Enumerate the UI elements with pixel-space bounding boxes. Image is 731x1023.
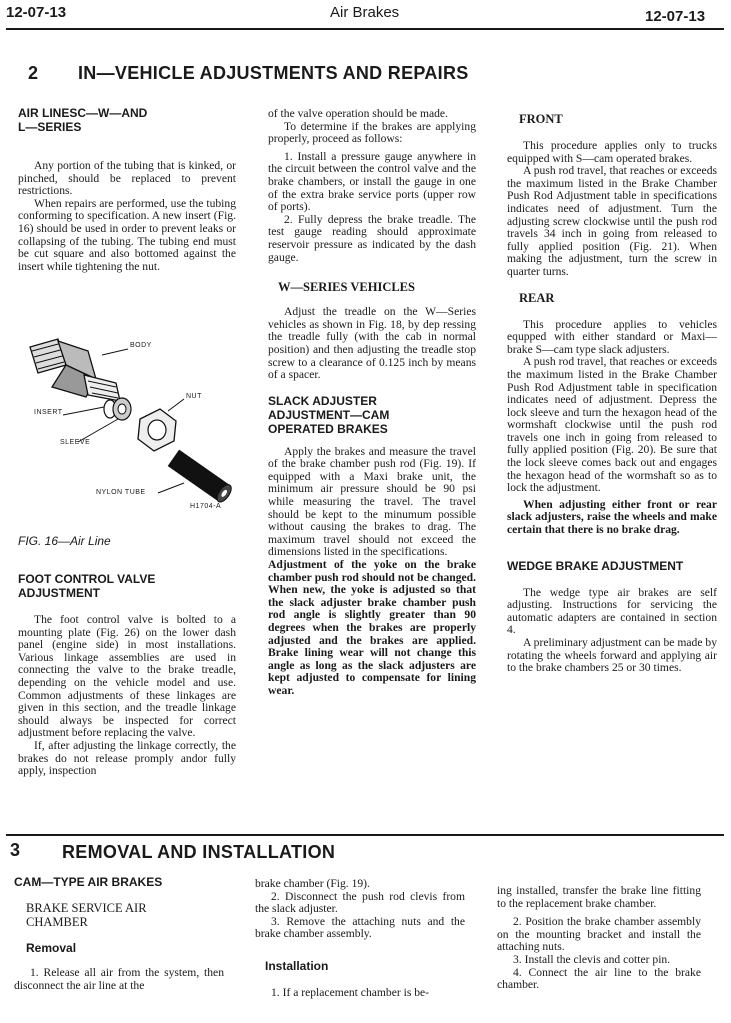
paragraph: 3. Install the clevis and cotter pin. (513, 952, 671, 966)
heading-w-series: W—SERIES VEHICLES (278, 280, 415, 295)
section-number: 2 (28, 63, 39, 83)
heading-foot-control: FOOT CONTROL VALVE ADJUSTMENT (18, 572, 156, 600)
heading-wedge-brake: WEDGE BRAKE ADJUSTMENT (507, 558, 684, 573)
paragraph: This procedure applies only to trucks equipped with S—cam operated brakes. (507, 139, 717, 165)
paragraph: This procedure applies to vehicles equpped with either standard or Maxi—brake S—cam type slack adjusters. (507, 317, 717, 356)
paragraph: A preliminary adjustment can be made by rotating the wheels forward and applying air to the brake chambers 25 or 30 times. (507, 636, 717, 675)
paragraph: 2. Disconnect the push rod clevis from the slack adjuster. (255, 889, 465, 916)
figure-code: H1704-A (190, 503, 222, 510)
column-3 (507, 112, 717, 675)
column-1 (18, 106, 236, 273)
paragraph: 2. Fully depress the brake treadle. The test gauge reading should approximate reservoir pressure as indicated by the dash gauge. (268, 212, 476, 264)
paragraph: 1. Release all air from the system, then disconnect the air line at the (14, 966, 224, 992)
paragraph: Adjust the treadle on the W—Series vehicles as shown in Fig. 18, by dep ressing the treadle fully (with the cab in normal position) and then adjusting the treadle stop screw to a clearance of 0.125 inch by means of a spacer. (268, 305, 476, 382)
paragraph-bold: When adjusting either front or rear slack adjusters, raise the wheels and make certain that there is no brake drag. (507, 497, 717, 537)
paragraph: 2. Position the brake chamber assembly on the mounting bracket and install the attaching nuts. (497, 915, 701, 954)
paragraph: 4. Connect the air line to the brake chamber. (497, 965, 701, 992)
section3-column-1 (14, 875, 224, 992)
section3-column-2 (255, 878, 465, 1000)
section-rule (6, 834, 724, 836)
figure-air-line (18, 335, 248, 520)
label-insert: INSERT (34, 409, 63, 416)
paragraph: When repairs are performed, use the tubing conforming to specification. A new insert (Fig. 16) should be used in order to prevent leaks or collapsing of the tubing. The tubing end must be cut square and also bottomed against the insert while tightening the nut. (18, 196, 236, 273)
paragraph: Apply the brakes and measure the travel of the brake chamber push rod (Fig. 19). If equipped with a Maxi brake unit, the minimum air pressure should be 90 psi while measuring the travel. The travel should be kept to the minumum possible without causing the brakes to drag. The maximum travel should not exceed the dimensions listed in the specifications. (268, 444, 476, 559)
heading-rear: REAR (519, 290, 555, 305)
paragraph: 3. Remove the attaching nuts and the brake chamber assembly. (255, 914, 465, 941)
heading-slack-adjuster: SLACK ADJUSTER ADJUSTMENT—CAM OPERATED BRAKES (268, 393, 390, 436)
section-title: IN—VEHICLE ADJUSTMENTS AND REPAIRS (78, 63, 469, 83)
paragraph: brake chamber (Fig. 19). (255, 877, 370, 890)
page-title: Air Brakes (330, 4, 400, 21)
figure-caption: FIG. 16—Air Line (18, 534, 111, 548)
header-rule (6, 28, 724, 30)
paragraph: A push rod travel, that reaches or exceeds the maximum listed in the Brake Chamber Push Rod Adjustment table in specification indicates need of adjustment. Depress the lock sleeve and turn the hexagon head of the wormshaft clockwise until the push rod travels one inch in going from released to fully applied position (Fig. 20). Be sure that the lock sleeve comes back out and engages the hexagon head of the wormshaft so as to lock the adjustment. (507, 355, 717, 495)
paragraph: The foot control valve is bolted to a mounting plate (Fig. 26) on the lower dash panel (engine side) in most installations. Various linkage assemblies are used in connecting the valve to the brake treadle, depending on the vehicle model and use. Common adjustments of these linkages are given in this section, and the treadle linkage should always be inspected for correct adjustment before replacing the valve. (18, 613, 236, 740)
heading-air-lines: AIR LINESC—W—AND L—SERIES (18, 106, 148, 134)
page-number-left: 12-07-13 (6, 4, 67, 21)
paragraph: ing installed, transfer the brake line fitting to the replacement brake chamber. (497, 884, 701, 910)
label-body: BODY (130, 342, 152, 349)
paragraph: To determine if the brakes are applying properly, proceed as follows: (268, 119, 476, 146)
heading-brake-service-chamber: BRAKE SERVICE AIR CHAMBER (26, 901, 147, 929)
section3-column-3 (497, 885, 701, 992)
section-title: REMOVAL AND INSTALLATION (62, 842, 336, 862)
heading-cam-type: CAM—TYPE AIR BRAKES (14, 875, 163, 889)
paragraph: A push rod travel, that reaches or exceeds the maximum listed in the Brake Chamber Push Rod Adjustment table in specifications indicates need of adjustment. Turn the adjusting screw clockwise until the push rod travels 34 inch in going from released to fully applied position (Fig. 21). When making the adjustment, turn the screw in quarter turns. (507, 164, 717, 278)
paragraph: of the valve operation should be made. (268, 107, 448, 120)
column-2 (268, 108, 476, 698)
page-number-right: 12-07-13 (645, 8, 706, 25)
heading-front: FRONT (519, 112, 563, 126)
paragraph: 1. If a replacement chamber is be- (271, 985, 430, 999)
heading-installation: Installation (265, 958, 329, 973)
paragraph: If, after adjusting the linkage correctly, the brakes do not release promply andor fully apply, inspection (18, 738, 236, 778)
paragraph: The wedge type air brakes are self adjusting. Instructions for servicing the automatic adapters are contained in section 4. (507, 585, 717, 637)
label-sleeve: SLEEVE (60, 439, 91, 446)
heading-removal: Removal (26, 941, 77, 955)
label-nut: NUT (186, 393, 202, 400)
section-number: 3 (10, 840, 21, 860)
paragraph: 1. Install a pressure gauge anywhere in the circuit between the control valve and the brake chambers, or install the gauge in one of the extra brake service ports (upper row of ports). (268, 149, 476, 214)
paragraph-bold: Adjustment of the yoke on the brake chamber push rod should not be changed. When new, the yoke is adjusted so that the slack adjuster brake chamber push rod angle is slightly greater than 90 degrees when the brakes are properly adjusted and the brakes are applied. Brake lining wear will not change this angle as long as the slack adjusters are kept adjusted to compensate for lining wear. (268, 558, 476, 697)
label-nylon-tube: NYLON TUBE (96, 489, 146, 496)
paragraph: Any portion of the tubing that is kinked, or pinched, should be replaced to prevent restrictions. (18, 159, 236, 198)
